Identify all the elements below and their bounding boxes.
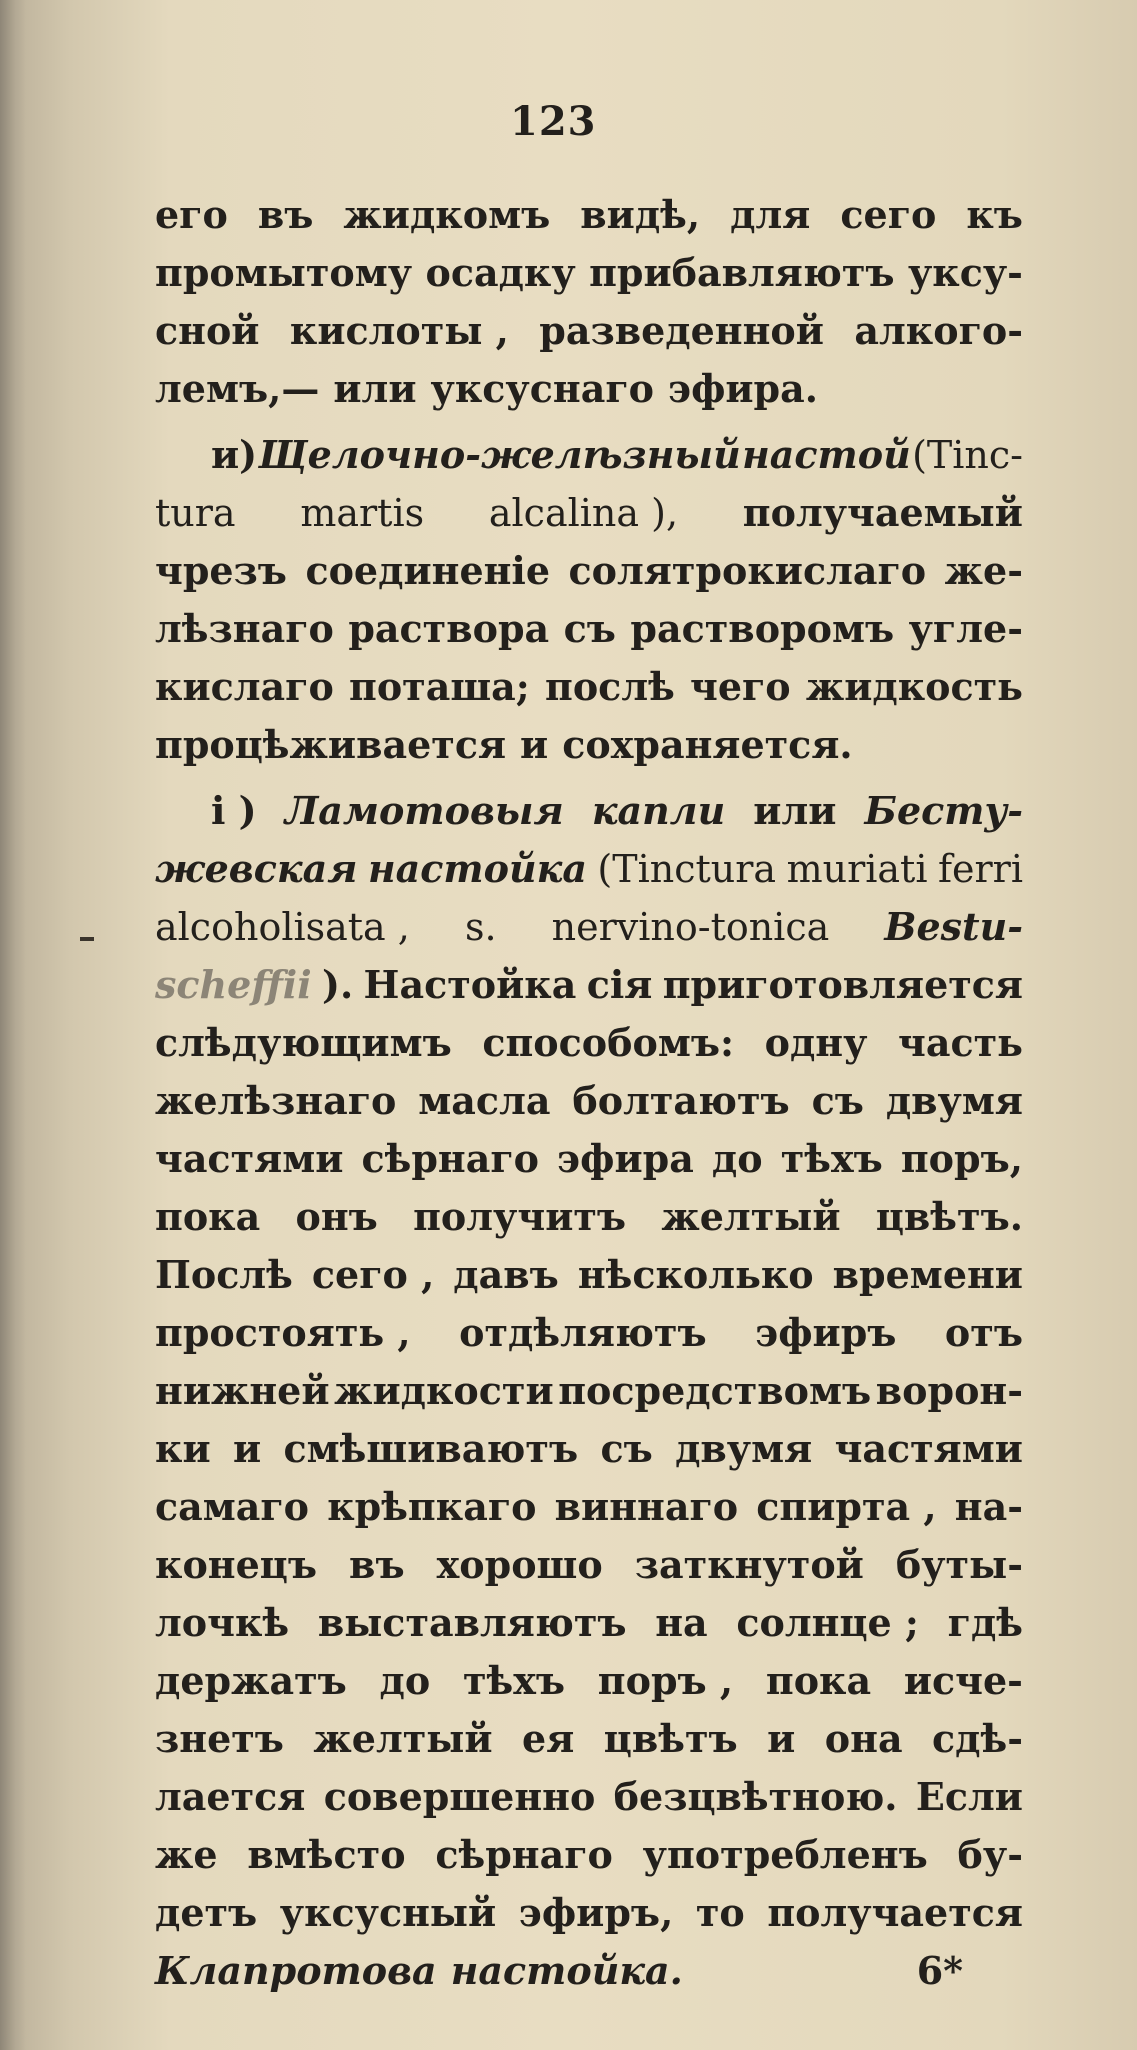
text-line bbox=[155, 426, 1023, 484]
text-line bbox=[155, 1420, 1023, 1478]
text-line bbox=[155, 1536, 1023, 1594]
word: нѣсколько bbox=[577, 1252, 814, 1297]
word: безцвѣтною. bbox=[613, 1774, 898, 1819]
word: до bbox=[711, 1136, 763, 1181]
word: сдѣ- bbox=[932, 1716, 1023, 1761]
word: спирта , bbox=[756, 1484, 937, 1529]
italic-term: Щелочно-желѣзный bbox=[258, 432, 741, 477]
word: отдѣляютъ bbox=[459, 1310, 707, 1355]
text-line bbox=[155, 600, 1023, 658]
italic-term: жевская bbox=[155, 846, 358, 891]
latin-word: tura bbox=[155, 491, 236, 535]
word: получаемый bbox=[742, 490, 1023, 535]
word: двумя bbox=[885, 1078, 1023, 1123]
word: то bbox=[695, 1890, 745, 1935]
italic-term: настойка. bbox=[450, 1948, 683, 1993]
word: вмѣсто bbox=[247, 1832, 406, 1877]
word: съ bbox=[811, 1078, 864, 1123]
italic-term: настой bbox=[742, 432, 911, 477]
word: сего , bbox=[311, 1252, 435, 1297]
word: уксуснаго bbox=[430, 366, 654, 411]
text-line bbox=[155, 1362, 1023, 1420]
word: въ bbox=[349, 1542, 405, 1587]
latin-word: (Tinctura bbox=[597, 847, 777, 891]
word: на- bbox=[954, 1484, 1023, 1529]
text-line bbox=[155, 1072, 1023, 1130]
text-line bbox=[155, 898, 1023, 956]
word: съ bbox=[563, 606, 616, 651]
word: самаго bbox=[155, 1484, 310, 1529]
word: осадку bbox=[425, 250, 576, 295]
text-line bbox=[155, 1884, 1023, 1942]
word: поръ , bbox=[597, 1658, 734, 1703]
word: лается bbox=[155, 1774, 306, 1819]
text-line bbox=[155, 1304, 1023, 1362]
text-line bbox=[155, 716, 1023, 774]
word: тѣхъ bbox=[780, 1136, 883, 1181]
word: жидкости bbox=[334, 1368, 554, 1413]
list-marker: і ) bbox=[211, 788, 257, 833]
italic-term: настойка bbox=[367, 846, 587, 891]
text-line bbox=[155, 1594, 1023, 1652]
word: давъ bbox=[453, 1252, 559, 1297]
text-line bbox=[155, 782, 1023, 840]
word: поташа; bbox=[349, 664, 530, 709]
margin-mark bbox=[80, 937, 94, 941]
word: сія bbox=[586, 962, 653, 1007]
latin-word: nervino-tonica bbox=[551, 905, 830, 949]
text-line bbox=[155, 1942, 1023, 2000]
italic-term: Бесту- bbox=[864, 788, 1023, 833]
word: соединеніе bbox=[305, 548, 551, 593]
word: эфира bbox=[557, 1136, 694, 1181]
text-line bbox=[155, 1014, 1023, 1072]
word: кислоты , bbox=[289, 308, 509, 353]
word: алкого- bbox=[854, 308, 1023, 353]
word: или bbox=[753, 788, 837, 833]
text-line bbox=[155, 1478, 1023, 1536]
word: пока bbox=[155, 1194, 261, 1239]
word: въ bbox=[257, 192, 314, 237]
word: до bbox=[379, 1658, 431, 1703]
word: эфира. bbox=[667, 366, 818, 411]
text-line bbox=[155, 1710, 1023, 1768]
word: Настойка bbox=[363, 962, 577, 1007]
word: его bbox=[155, 192, 228, 237]
word: эфиръ, bbox=[518, 1890, 674, 1935]
word: солнце ; bbox=[736, 1600, 919, 1645]
word: и bbox=[520, 722, 549, 767]
word: уксу- bbox=[907, 250, 1023, 295]
word: желтый bbox=[313, 1716, 493, 1761]
word: пока bbox=[765, 1658, 872, 1703]
word: сѣрнаго bbox=[435, 1832, 613, 1877]
word: растворомъ bbox=[630, 606, 895, 651]
text-line bbox=[155, 302, 1023, 360]
text-line bbox=[155, 956, 1023, 1014]
word: приготовляется bbox=[662, 962, 1023, 1007]
word: тѣхъ bbox=[462, 1658, 566, 1703]
list-marker: и) bbox=[211, 432, 258, 477]
italic-term: Ламотовыя bbox=[284, 788, 564, 833]
text-line bbox=[155, 1652, 1023, 1710]
latin-word: (Tinc- bbox=[912, 433, 1023, 477]
word: поръ, bbox=[900, 1136, 1023, 1181]
word: употребленъ bbox=[642, 1832, 928, 1877]
latin-word: alcalina ), bbox=[488, 491, 679, 535]
word: чего bbox=[690, 664, 791, 709]
word: крѣпкаго bbox=[327, 1484, 537, 1529]
text-line bbox=[155, 840, 1023, 898]
word: раствора bbox=[348, 606, 550, 651]
word: посредствомъ bbox=[558, 1368, 872, 1413]
word: болтаютъ bbox=[572, 1078, 790, 1123]
word: цвѣтъ. bbox=[875, 1194, 1023, 1239]
latin-word: martis bbox=[300, 491, 425, 535]
word: получитъ bbox=[413, 1194, 627, 1239]
word: онъ bbox=[295, 1194, 378, 1239]
word: сохраняется. bbox=[562, 722, 853, 767]
word: детъ bbox=[155, 1890, 258, 1935]
word: лочкѣ bbox=[155, 1600, 290, 1645]
text-line bbox=[155, 186, 1023, 244]
word: масла bbox=[418, 1078, 551, 1123]
word: же bbox=[155, 1832, 218, 1877]
latin-word: alcoholisata , bbox=[155, 905, 410, 949]
word: и bbox=[767, 1716, 796, 1761]
word: частями bbox=[834, 1426, 1023, 1471]
word: слѣдующимъ bbox=[155, 1020, 452, 1065]
word: простоять , bbox=[155, 1310, 411, 1355]
word: одну bbox=[764, 1020, 868, 1065]
word: жидкость bbox=[805, 664, 1023, 709]
word: бу- bbox=[957, 1832, 1023, 1877]
text-line bbox=[155, 484, 1023, 542]
word: угле- bbox=[908, 606, 1023, 651]
word: она bbox=[824, 1716, 903, 1761]
word: желѣзнаго bbox=[155, 1078, 397, 1123]
word: Если bbox=[915, 1774, 1023, 1819]
word: сего bbox=[840, 192, 937, 237]
word: часть bbox=[898, 1020, 1023, 1065]
text-line bbox=[155, 1768, 1023, 1826]
word: хорошо bbox=[436, 1542, 603, 1587]
word: исче- bbox=[903, 1658, 1023, 1703]
word: смѣшиваютъ bbox=[283, 1426, 579, 1471]
word: и bbox=[232, 1426, 262, 1471]
word: кислаго bbox=[155, 664, 334, 709]
italic-term: Клапротова bbox=[155, 1948, 437, 1993]
word: желтый bbox=[661, 1194, 841, 1239]
word: эфиръ bbox=[755, 1310, 897, 1355]
latin-word: ferri bbox=[937, 847, 1023, 891]
word: уксусный bbox=[279, 1890, 497, 1935]
word: гдѣ bbox=[947, 1600, 1023, 1645]
word: прибавляютъ bbox=[589, 250, 895, 295]
word: къ bbox=[966, 192, 1023, 237]
word: ворон- bbox=[875, 1368, 1023, 1413]
word: способомъ: bbox=[482, 1020, 735, 1065]
word: заткнутой bbox=[634, 1542, 864, 1587]
word: выставляютъ bbox=[317, 1600, 627, 1645]
text-line bbox=[155, 1246, 1023, 1304]
word: частями bbox=[155, 1136, 344, 1181]
word: для bbox=[730, 192, 811, 237]
word: держатъ bbox=[155, 1658, 347, 1703]
word: съ bbox=[600, 1426, 653, 1471]
word: сной bbox=[155, 308, 260, 353]
word: промытому bbox=[155, 250, 413, 295]
page-number: 123 bbox=[510, 98, 597, 145]
word: ея bbox=[522, 1716, 575, 1761]
word: совершенно bbox=[323, 1774, 596, 1819]
word: двумя bbox=[675, 1426, 813, 1471]
word: конецъ bbox=[155, 1542, 318, 1587]
word: знетъ bbox=[155, 1716, 284, 1761]
word: же- bbox=[944, 548, 1023, 593]
word: на bbox=[655, 1600, 708, 1645]
text-line bbox=[155, 1130, 1023, 1188]
italic-term: Bestu- bbox=[884, 904, 1023, 949]
word: лѣзнаго bbox=[155, 606, 334, 651]
word: времени bbox=[832, 1252, 1023, 1297]
signature-mark: 6* bbox=[916, 1948, 963, 1993]
word: или bbox=[333, 366, 417, 411]
text-line bbox=[155, 244, 1023, 302]
text-line bbox=[155, 658, 1023, 716]
word: Послѣ bbox=[155, 1252, 293, 1297]
text-line bbox=[155, 360, 1023, 418]
word: виннаго bbox=[554, 1484, 739, 1529]
word: нижней bbox=[155, 1368, 330, 1413]
word: ки bbox=[155, 1426, 211, 1471]
page-gutter-shadow bbox=[0, 0, 26, 2050]
word: видѣ, bbox=[580, 192, 701, 237]
word: сѣрнаго bbox=[361, 1136, 539, 1181]
italic-term: капли bbox=[591, 788, 726, 833]
word: солятрокислаго bbox=[568, 548, 927, 593]
word: разведенной bbox=[539, 308, 824, 353]
word: ). bbox=[321, 962, 354, 1007]
word: буты- bbox=[895, 1542, 1023, 1587]
text-line bbox=[155, 1826, 1023, 1884]
text-line bbox=[155, 1188, 1023, 1246]
word: отъ bbox=[944, 1310, 1023, 1355]
latin-word: muriati bbox=[786, 847, 928, 891]
word: послѣ bbox=[545, 664, 675, 709]
word: чрезъ bbox=[155, 548, 287, 593]
body-text bbox=[155, 186, 1023, 2000]
word: получается bbox=[767, 1890, 1023, 1935]
word: процѣживается bbox=[155, 722, 507, 767]
word: жидкомъ bbox=[343, 192, 551, 237]
word: цвѣтъ bbox=[603, 1716, 738, 1761]
italic-term: scheffii bbox=[155, 962, 312, 1007]
latin-word: s. bbox=[464, 905, 497, 949]
text-line bbox=[155, 542, 1023, 600]
word: лемъ,— bbox=[155, 366, 320, 411]
